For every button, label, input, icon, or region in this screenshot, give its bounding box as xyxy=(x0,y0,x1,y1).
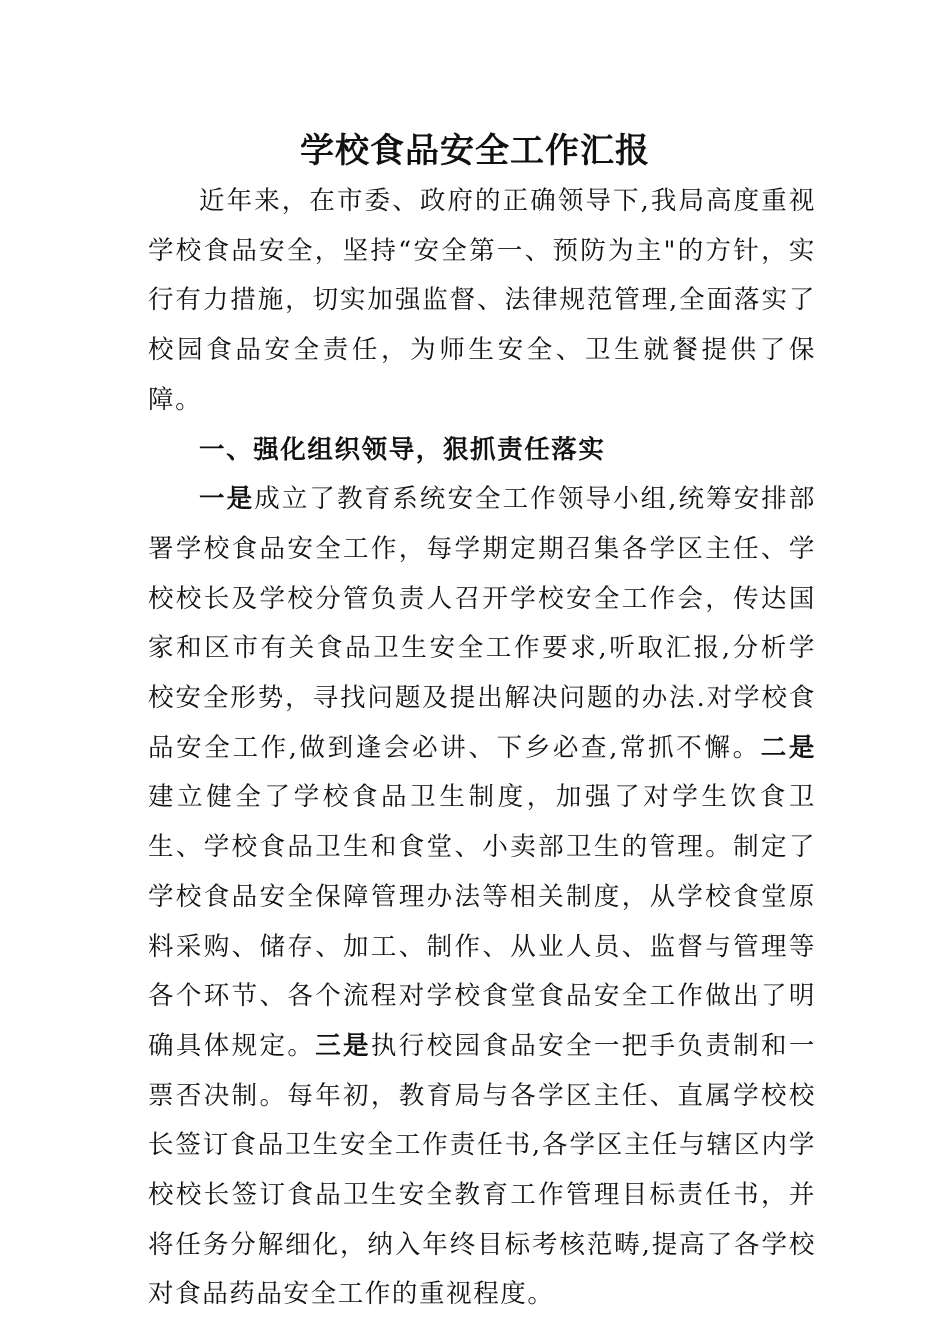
point-label-3: 三是 xyxy=(315,1030,371,1061)
section-heading: 一、强化组织领导，狠抓责任落实 xyxy=(199,434,606,465)
point-text-3: 执行校园食品安全一把手负责制和一票否决制。每年初，教育局与各学区主任、直属学校校长签订食品卫生安全工作责任书,各学区主任与辖区内学校校长签订食品卫生安全教育工作管理目标责任书，并将任务分解细化，纳入年终目标考核范畴,提高了各学校对食品药品安全工作的重视程度。 xyxy=(148,1030,816,1310)
document-title: 学校食品安全工作汇报 xyxy=(300,131,650,171)
section-paragraph xyxy=(148,475,816,1320)
intro-paragraph: 近年来，在市委、政府的正确领导下,我局高度重视学校食品安全，坚持“安全第一、预防为主"的方针，实行有力措施，切实加强监督、法律规范管理,全面落实了校园食品安全责任，为师生安全、卫生就餐提供了保障。 xyxy=(148,186,816,415)
point-text-2: 建立健全了学校食品卫生制度，加强了对学生饮食卫生、学校食品卫生和食堂、小卖部卫生的管理。制定了学校食品安全保障管理办法等相关制度，从学校食堂原料采购、储存、加工、制作、从业人员、监督与管理等各个环节、各个流程对学校食堂食品安全工作做出了明确具体规定。 xyxy=(148,782,816,1061)
document-body xyxy=(148,177,816,1320)
point-label-1: 一是 xyxy=(199,484,255,515)
point-text-1: 成立了教育系统安全工作领导小组,统筹安排部署学校食品安全工作，每学期定期召集各学区主任、学校校长及学校分管负责人召开学校安全工作会，传达国家和区市有关食品卫生安全工作要求,听取汇报,分析学校安全形势，寻找问题及提出解决问题的办法.对学校食品安全工作,做到逢会必讲、下乡必查,常抓不懈。 xyxy=(148,484,816,763)
point-label-2: 二是 xyxy=(760,732,817,763)
